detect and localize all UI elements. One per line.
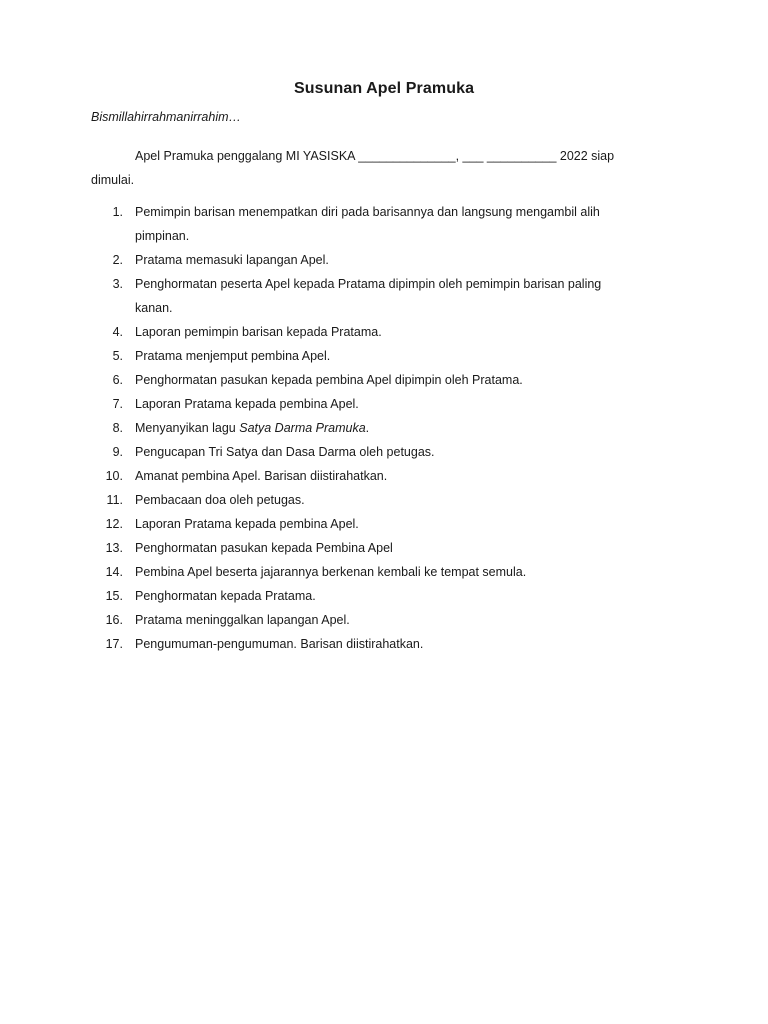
step-text	[135, 368, 691, 392]
step-line: Laporan pemimpin barisan kepada Pratama.	[135, 325, 382, 339]
list-item	[91, 392, 691, 416]
steps-list	[91, 200, 691, 656]
list-item	[91, 344, 691, 368]
step-number: 14.	[105, 565, 123, 579]
step-number: 10.	[105, 469, 123, 483]
step-text	[135, 392, 691, 416]
step-line: Laporan Pratama kepada pembina Apel.	[135, 517, 359, 531]
step-line: Pratama memasuki lapangan Apel.	[135, 253, 329, 267]
step-number: 16.	[105, 613, 123, 627]
list-item	[91, 560, 691, 584]
step-text-part: .	[365, 421, 370, 435]
step-number: 2.	[112, 253, 123, 267]
list-item	[91, 464, 691, 488]
step-text	[135, 248, 691, 272]
step-number: 9.	[112, 445, 123, 459]
step-text	[135, 200, 691, 248]
step-line: Pembacaan doa oleh petugas.	[135, 493, 305, 507]
step-line: Penghormatan pasukan kepada Pembina Apel	[135, 541, 393, 555]
document-title: Susunan Apel Pramuka	[293, 80, 475, 97]
step-number: 5.	[112, 349, 123, 363]
step-text-part: Menyanyikan lagu	[135, 421, 240, 435]
list-item	[91, 416, 691, 440]
greeting-text: Bismillahirrahmanirrahim…	[91, 110, 242, 124]
step-text	[135, 560, 691, 584]
step-text	[135, 344, 691, 368]
step-number: 7.	[112, 397, 123, 411]
list-item	[91, 608, 691, 632]
step-line: Pemimpin barisan menempatkan diri pada barisannya dan langsung mengambil alih	[135, 205, 600, 219]
step-line: Pengucapan Tri Satya dan Dasa Darma oleh petugas.	[135, 445, 435, 459]
list-item	[91, 536, 691, 560]
list-item	[91, 632, 691, 656]
step-line-continued: pimpinan.	[135, 229, 190, 243]
step-number: 1.	[112, 205, 123, 219]
list-item	[91, 200, 691, 248]
step-text	[135, 536, 691, 560]
step-text	[135, 416, 691, 440]
step-number: 4.	[112, 325, 123, 339]
step-number: 13.	[105, 541, 123, 555]
list-item	[91, 320, 691, 344]
step-line: Laporan Pratama kepada pembina Apel.	[135, 397, 359, 411]
step-text	[135, 632, 691, 656]
song-title: Satya Darma Pramuka	[239, 421, 366, 435]
intro-line-2: dimulai.	[91, 173, 135, 187]
step-text	[135, 488, 691, 512]
step-line: Pembina Apel beserta jajarannya berkenan kembali ke tempat semula.	[135, 565, 527, 579]
step-line: Penghormatan peserta Apel kepada Pratama dipimpin oleh pemimpin barisan paling	[135, 277, 602, 291]
list-item	[91, 272, 691, 320]
step-text	[135, 272, 691, 320]
intro-line-1: Apel Pramuka penggalang MI YASISKA ______________, ___ __________ 2022 siap	[135, 149, 615, 163]
step-number: 3.	[112, 277, 123, 291]
step-number: 17.	[105, 637, 123, 651]
step-line: Penghormatan kepada Pratama.	[135, 589, 316, 603]
list-item	[91, 512, 691, 536]
intro-paragraph	[91, 144, 651, 192]
list-item	[91, 440, 691, 464]
step-line-continued: kanan.	[135, 301, 173, 315]
step-line: Amanat pembina Apel. Barisan diistirahatkan.	[135, 469, 388, 483]
list-item	[91, 368, 691, 392]
step-text	[135, 584, 691, 608]
step-number: 8.	[112, 421, 123, 435]
list-item	[91, 488, 691, 512]
step-line: Penghormatan pasukan kepada pembina Apel dipimpin oleh Pratama.	[135, 373, 523, 387]
step-text	[135, 464, 691, 488]
step-number: 11.	[106, 493, 123, 507]
step-text	[135, 512, 691, 536]
step-text	[135, 608, 691, 632]
step-text	[135, 440, 691, 464]
step-number: 6.	[112, 373, 123, 387]
step-line: Pratama meninggalkan lapangan Apel.	[135, 613, 350, 627]
step-line: Pratama menjemput pembina Apel.	[135, 349, 331, 363]
list-item	[91, 248, 691, 272]
step-text	[135, 320, 691, 344]
step-line: Pengumuman-pengumuman. Barisan diistirahatkan.	[135, 637, 424, 651]
list-item	[91, 584, 691, 608]
step-number: 12.	[105, 517, 123, 531]
step-number: 15.	[105, 589, 123, 603]
